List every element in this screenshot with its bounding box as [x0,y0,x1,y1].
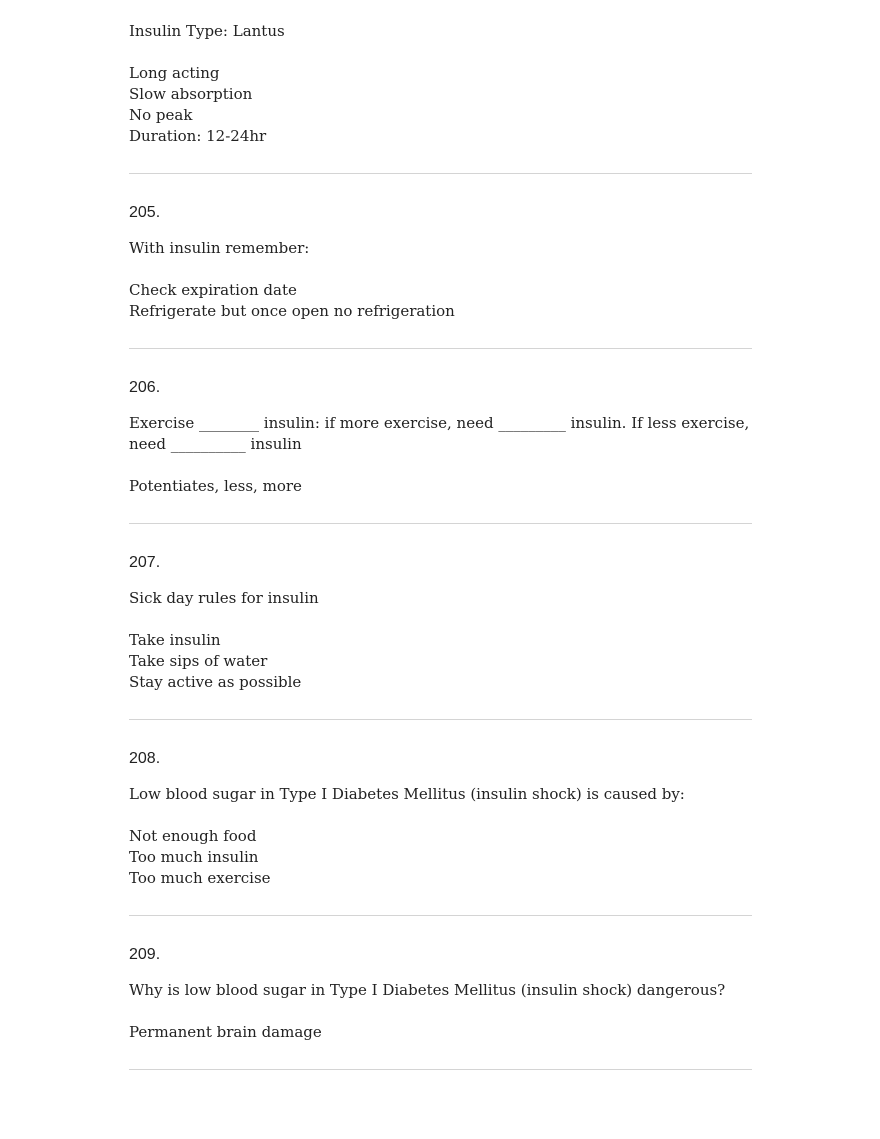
answer-line: Check expiration date [129,281,297,299]
answer-line: Permanent brain damage [129,1023,322,1041]
card-question: Exercise ________ insulin: if more exercise, need _________ insulin. If less exercise, need __________ insulin [129,414,750,453]
answer-line: Refrigerate but once open no refrigeration [129,302,455,320]
answer-line: Slow absorption [129,85,253,103]
card-answer [129,476,752,497]
card-answer [129,1022,752,1043]
flashcard [129,21,752,174]
answer-line: No peak [129,106,193,124]
flashcard-list [129,21,752,1070]
answer-line: Too much exercise [129,869,271,887]
answer-line: Long acting [129,64,220,82]
card-question: Low blood sugar in Type I Diabetes Mellitus (insulin shock) is caused by: [129,785,685,803]
card-number: 209. [129,946,161,963]
answer-line: Too much insulin [129,848,259,866]
card-question: With insulin remember: [129,239,310,257]
card-number: 205. [129,204,161,221]
card-question: Insulin Type: Lantus [129,22,285,40]
flashcard [129,720,752,916]
card-answer [129,630,752,693]
answer-line: Duration: 12-24hr [129,127,267,145]
flashcard [129,174,752,349]
card-answer [129,280,752,322]
flashcard [129,916,752,1070]
answer-line: Take sips of water [129,652,268,670]
card-number: 208. [129,750,161,767]
answer-line: Not enough food [129,827,257,845]
card-answer [129,63,752,147]
card-answer [129,826,752,889]
answer-line: Take insulin [129,631,221,649]
answer-line: Potentiates, less, more [129,477,302,495]
card-question: Why is low blood sugar in Type I Diabetes Mellitus (insulin shock) dangerous? [129,981,726,999]
card-question: Sick day rules for insulin [129,589,319,607]
card-number: 206. [129,379,161,396]
card-number: 207. [129,554,161,571]
flashcard [129,349,752,524]
flashcard [129,524,752,720]
answer-line: Stay active as possible [129,673,302,691]
